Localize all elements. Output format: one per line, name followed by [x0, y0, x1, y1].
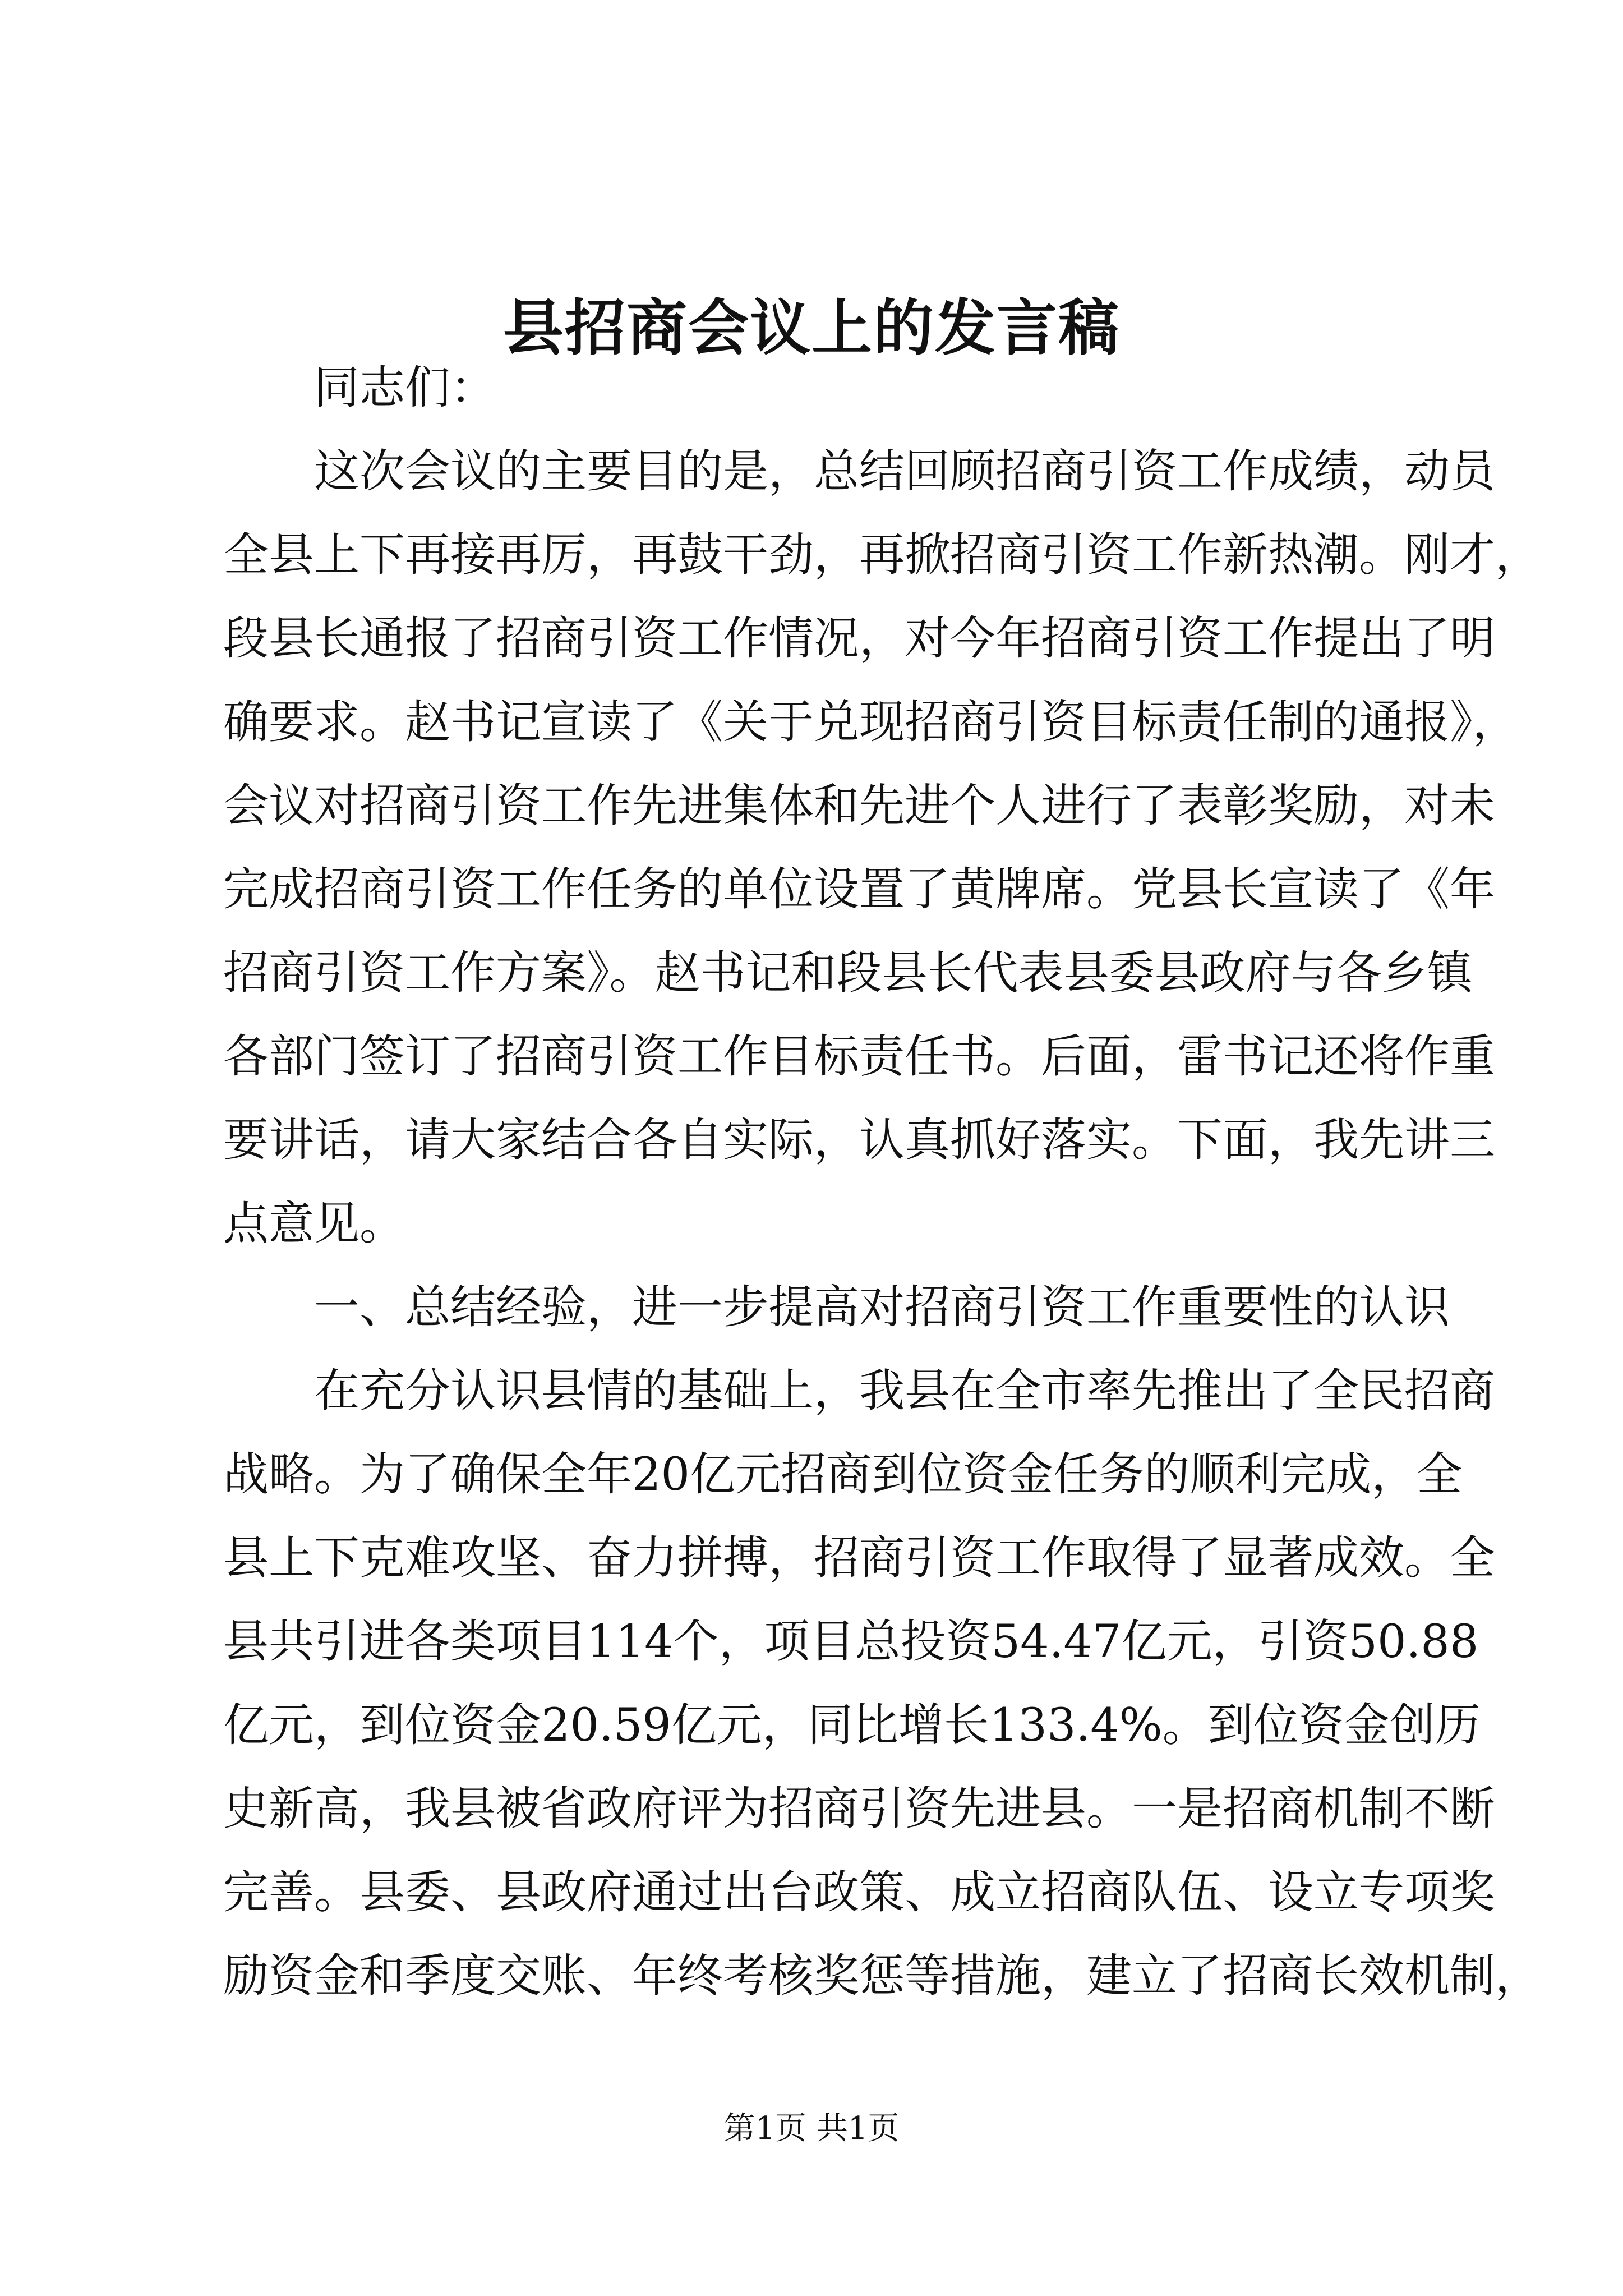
section-heading: 一、总结经验，进一步提高对招商引资工作重要性的认识 — [314, 1281, 1450, 1334]
paragraph-line: 招商引资工作方案》。赵书记和段县长代表县委县政府与各乡镇 — [223, 947, 1473, 1000]
paragraph-line: 县共引进各类项目114个，项目总投资54.47亿元，引资50.88 — [223, 1616, 1479, 1668]
paragraph-line: 要讲话，请大家结合各自实际，认真抓好落实。下面，我先讲三 — [223, 1114, 1496, 1167]
paragraph-line: 确要求。赵书记宣读了《关于兑现招商引资目标责任制的通报》， — [223, 696, 1518, 749]
paragraph-line: 县上下克难攻坚、奋力拼搏，招商引资工作取得了显著成效。全 — [223, 1532, 1496, 1585]
salutation-line: 同志们： — [314, 362, 496, 415]
paragraph-line: 战略。为了确保全年20亿元招商到位资金任务的顺利完成，全 — [223, 1448, 1463, 1501]
paragraph-line: 励资金和季度交账、年终考核奖惩等措施，建立了招商长效机制， — [223, 1950, 1541, 2003]
paragraph-line: 完成招商引资工作任务的单位设置了黄牌席。党县长宣读了《年 — [223, 863, 1496, 916]
document-body — [223, 347, 1541, 2018]
paragraph-line: 全县上下再接再厉，再鼓干劲，再掀招商引资工作新热潮。刚才， — [223, 529, 1541, 582]
paragraph-line: 在充分认识县情的基础上，我县在全市率先推出了全民招商 — [314, 1365, 1496, 1418]
paragraph-line: 点意见。 — [223, 1198, 405, 1250]
paragraph-line: 会议对招商引资工作先进集体和先进个人进行了表彰奖励，对未 — [223, 780, 1496, 832]
paragraph-line: 亿元，到位资金20.59亿元，同比增长133.4%。到位资金创历 — [223, 1699, 1481, 1752]
paragraph-line: 完善。县委、县政府通过出台政策、成立招商队伍、设立专项奖 — [223, 1866, 1496, 1919]
page-footer: 第1页 共1页 — [723, 2110, 900, 2147]
paragraph-line: 这次会议的主要目的是，总结回顾招商引资工作成绩，动员 — [314, 445, 1496, 498]
paragraph-line: 各部门签订了招商引资工作目标责任书。后面，雷书记还将作重 — [223, 1030, 1496, 1083]
paragraph-line: 段县长通报了招商引资工作情况，对今年招商引资工作提出了明 — [223, 613, 1496, 665]
paragraph-line: 史新高，我县被省政府评为招商引资先进县。一是招商机制不断 — [223, 1783, 1496, 1835]
document-title: 县招商会议上的发言稿 — [502, 293, 1120, 364]
